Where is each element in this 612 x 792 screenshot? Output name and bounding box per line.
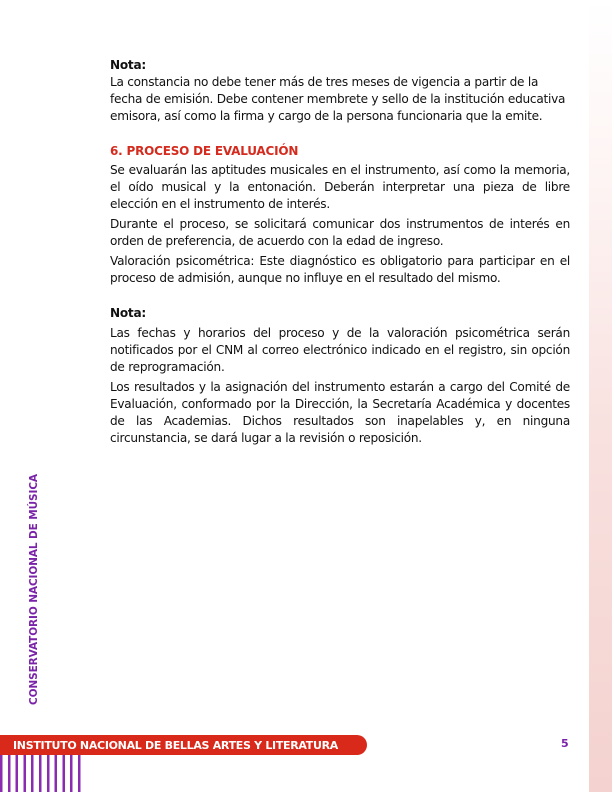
section-paragraph: Valoración psicométrica: Este diagnóstico es obligatorio para participar en el proceso de admisión, aunque no influye en el resultado del mismo. [110, 254, 570, 285]
section-paragraph: Se evaluarán las aptitudes musicales en el instrumento, así como la memoria, el oído musical y la entonación. Deberán interpretar una pieza de libre elección en el instrumento de interés. [110, 163, 570, 211]
footer-banner-text: INSTITUTO NACIONAL DE BELLAS ARTES Y LITERATURA [13, 738, 339, 752]
section-title: 6. PROCESO DE EVALUACIÓN [110, 144, 299, 158]
page-number: 5 [561, 737, 569, 750]
nota-text: La constancia no debe tener más de tres meses de vigencia a partir de la fecha de emisión. Debe contener membrete y sello de la institución educativa emisora, así como la firma y cargo de la persona funcionaria que la emite. [110, 75, 566, 123]
institution-side-label: CONSERVATORIO NACIONAL DE MÚSICA [28, 474, 40, 705]
nota-label: Nota: [110, 306, 146, 320]
footer-banner [0, 735, 367, 755]
section-paragraph: Durante el proceso, se solicitará comunicar dos instrumentos de interés en orden de preferencia, de acuerdo con la edad de ingreso. [110, 217, 570, 248]
nota-paragraph: Los resultados y la asignación del instrumento estarán a cargo del Comité de Evaluación, conformado por la Dirección, la Secretaría Académica y docentes de las Academias. Dichos resultados son inapelables y, en ninguna circunstancia, se dará lugar a la revisión o reposición. [110, 380, 570, 445]
decorative-stripes [0, 755, 86, 792]
nota-paragraph: Las fechas y horarios del proceso y de la valoración psicométrica serán notificados por el CNM al correo electrónico indicado en el registro, sin opción de reprogramación. [110, 326, 570, 374]
nota-label: Nota: [110, 58, 146, 72]
decorative-side-strip [589, 0, 612, 792]
page-content [110, 57, 570, 447]
